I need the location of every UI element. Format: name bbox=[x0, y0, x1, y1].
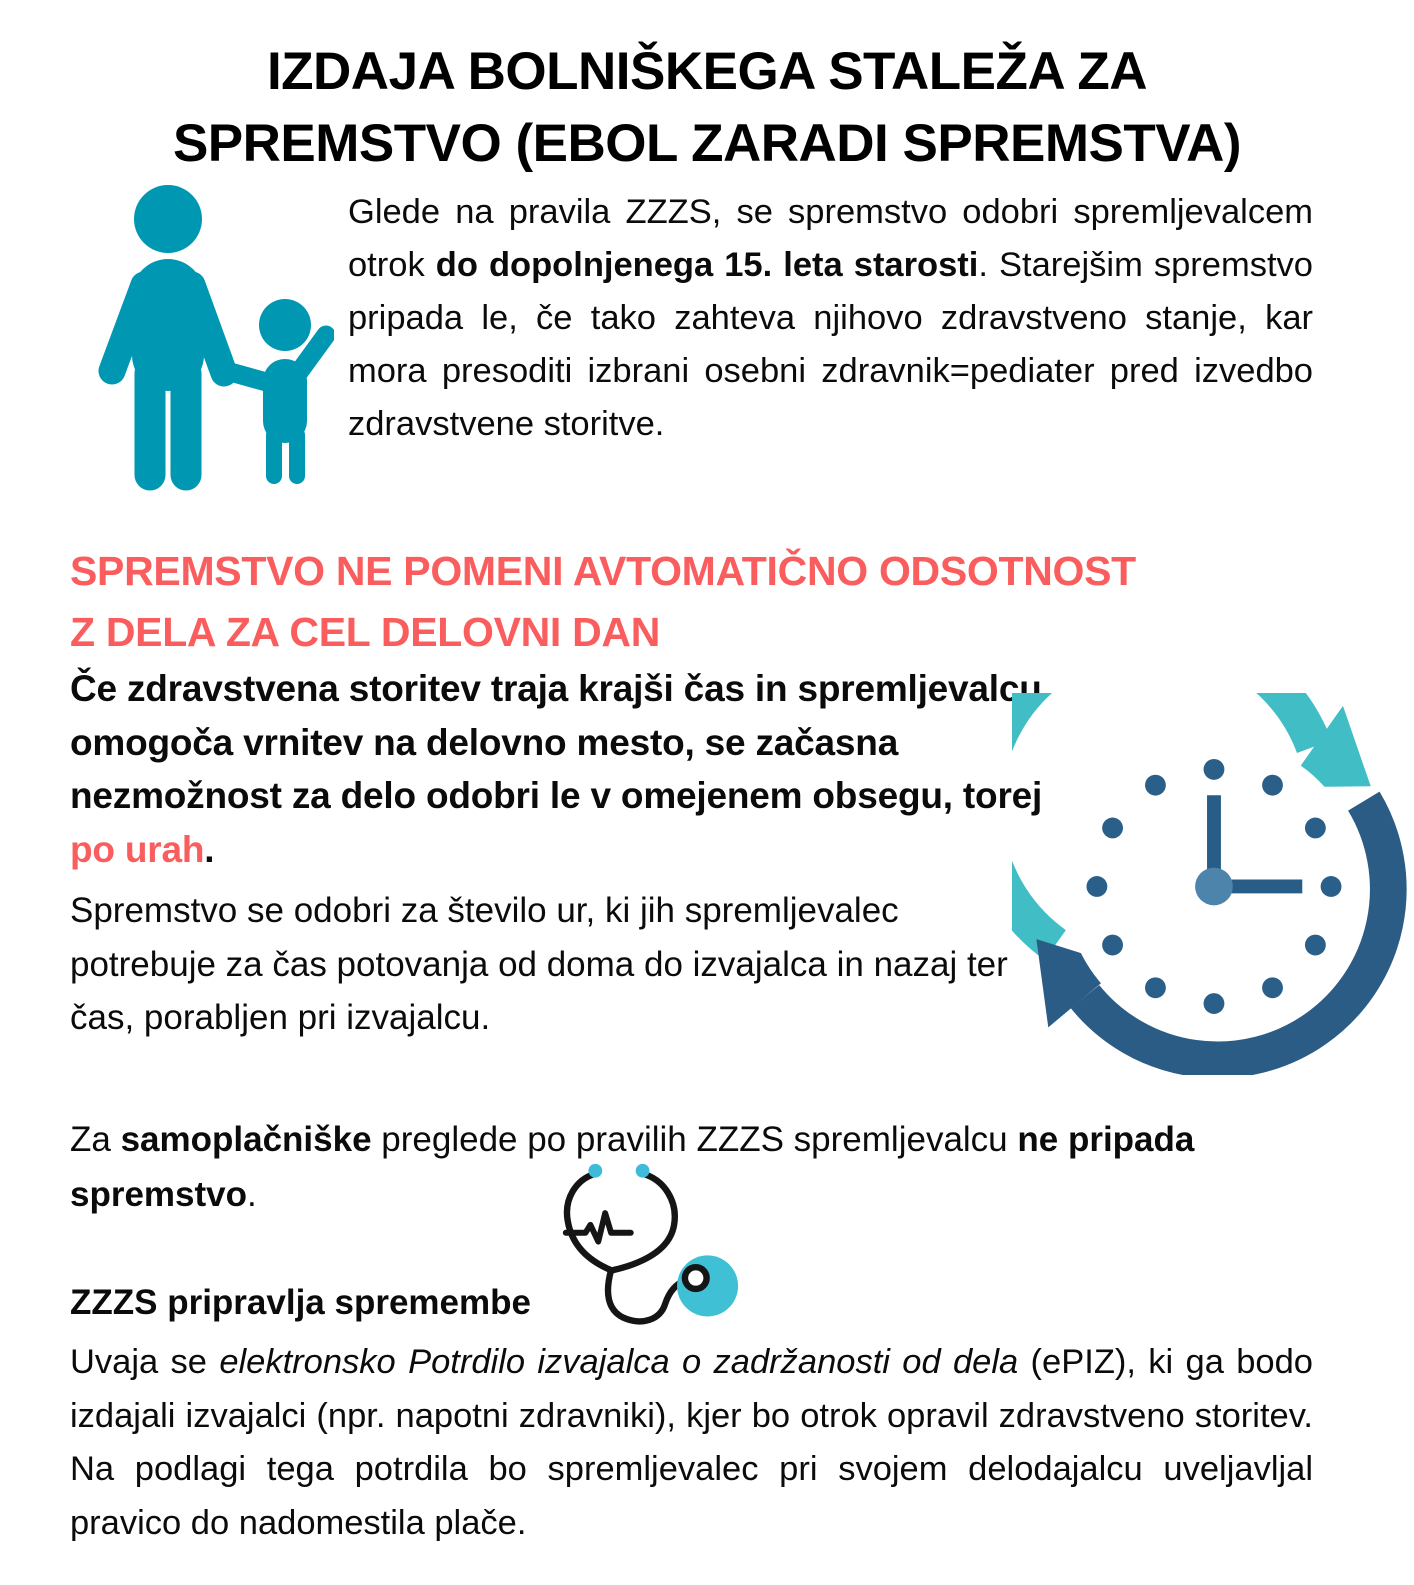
stethoscope-icon bbox=[552, 1148, 744, 1350]
red-heading-line-2: Z DELA ZA CEL DELOVNI DAN bbox=[70, 609, 661, 655]
hours-period: . bbox=[204, 828, 215, 870]
selfpay-text-1: Za bbox=[70, 1120, 121, 1159]
red-section-heading bbox=[70, 541, 1136, 663]
hours-bold-paragraph bbox=[70, 662, 1080, 876]
adult-and-child-icon bbox=[72, 183, 334, 495]
selfpay-period: . bbox=[247, 1175, 257, 1214]
changes-italic: elektronsko Potrdilo izvajalca o zadržanosti od dela bbox=[219, 1343, 1019, 1381]
changes-paragraph bbox=[70, 1336, 1313, 1550]
hours-bold-text: Če zdravstvena storitev traja krajši čas in spremljevalcu omogoča vrnitev na delovno mesto, se začasna nezmožnost za delo odobri le v omejenem obsegu, torej bbox=[70, 668, 1043, 816]
selfpay-text-2: preglede po pravilih ZZZS spremljevalcu bbox=[371, 1120, 1018, 1159]
hours-red-text: po urah bbox=[70, 828, 205, 870]
intro-text-1: Glede na pravila ZZZS, se spremstvo odobri spremljevalcem otrok bbox=[348, 193, 1313, 284]
changes-heading: ZZZS pripravlja spremembe bbox=[70, 1283, 531, 1322]
changes-text-1: Uvaja se bbox=[70, 1343, 220, 1381]
intro-paragraph bbox=[348, 186, 1313, 451]
page-title bbox=[0, 36, 1414, 180]
clock-rotation-arrows-icon bbox=[1012, 693, 1410, 1075]
hours-detail-paragraph: Spremstvo se odobri za število ur, ki jih spremljevalec potrebuje za čas potovanja od doma do izvajalca in nazaj ter čas, porabljen pri izvajalcu. bbox=[70, 891, 1008, 1037]
title-line-1: IZDAJA BOLNIŠKEGA STALEŽA ZA bbox=[266, 42, 1148, 101]
intro-bold: do dopolnjenega 15. leta starosti bbox=[435, 246, 979, 284]
title-line-2: SPREMSTVO (EBOL ZARADI SPREMSTVA) bbox=[172, 114, 1242, 173]
selfpay-bold-2: ne pripada spremstvo bbox=[70, 1120, 1195, 1214]
selfpay-bold-1: samoplačniške bbox=[120, 1120, 372, 1159]
changes-text-2: (ePIZ), ki ga bodo izdajali izvajalci (npr. napotni zdravniki), kjer bo otrok opravil zdravstveno storitev. Na podlagi tega potrdila bo spremljevalec pri svojem delodajalcu uveljavljal pravico do nadomestila plače. bbox=[70, 1343, 1313, 1542]
intro-text-2: . Starejšim spremstvo pripada le, če tako zahteva njihovo zdravstveno stanje, kar mora presoditi izbrani osebni zdravnik=pediater pred izvedbo zdravstvene storitve. bbox=[348, 246, 1313, 443]
red-heading-line-1: SPREMSTVO NE POMENI AVTOMATIČNO ODSOTNOST bbox=[70, 548, 1136, 594]
